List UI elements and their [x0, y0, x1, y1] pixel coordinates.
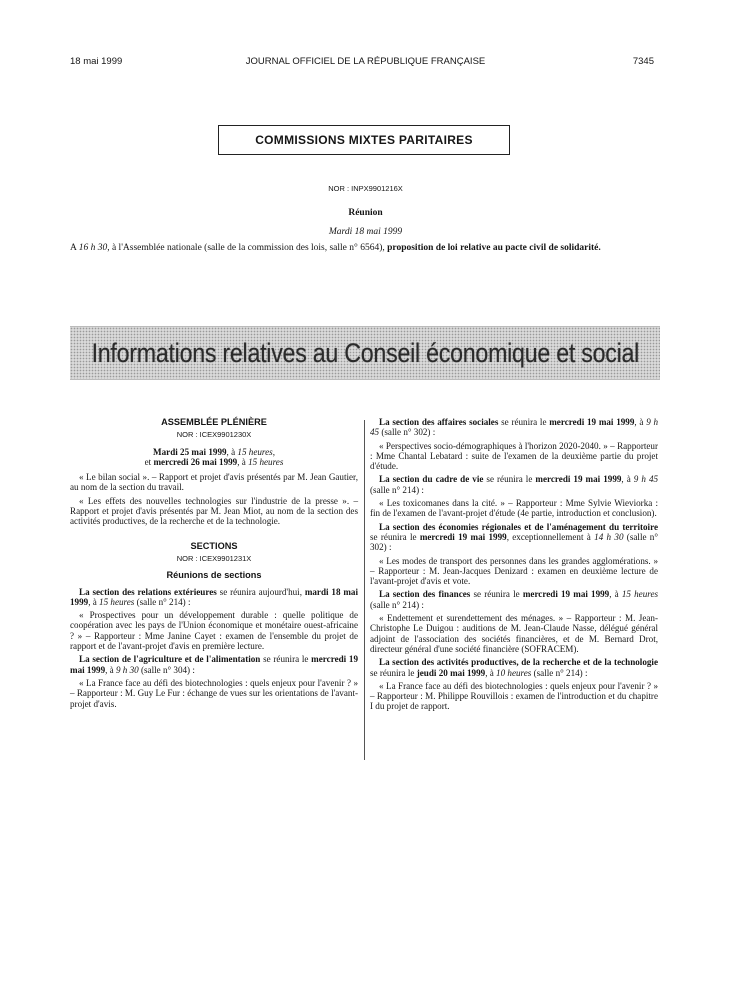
- time-text: 14 h 30: [594, 531, 624, 542]
- text: (salle n° 214) :: [134, 596, 191, 607]
- section-name: La section des relations extérieures: [79, 586, 217, 597]
- section-finances-item: « Endettement et surendettement des ménages. » – Rapporteur : M. Jean-Christophe Le Duigou : auditions de M. Jean-Claude Nasse, délégué général adjoint de l'association des sociétés financières, et de M. Bernard Drot, directeur général d'une société financière (SOFRACEM).: [370, 613, 658, 654]
- time-text: 15 heures: [99, 596, 135, 607]
- text: (salle n° 302) :: [370, 531, 658, 553]
- time-text: 15 heures: [621, 589, 659, 600]
- sections-heading: SECTIONS: [190, 540, 238, 551]
- sections-nor: NOR : ICEX9901231X: [176, 553, 252, 563]
- right-column: [370, 417, 658, 715]
- text: , à: [105, 664, 116, 675]
- cmp-paragraph: [70, 243, 660, 254]
- text: (salle n° 214) :: [531, 667, 588, 678]
- text: , à: [485, 667, 497, 678]
- left-column: [70, 417, 358, 712]
- text: , à: [634, 417, 647, 427]
- date-text: mercredi 19 mai 1999: [522, 589, 610, 600]
- text: et: [144, 456, 154, 467]
- section-economies-regionales: [370, 522, 658, 553]
- assemblee-dates: [70, 447, 358, 468]
- text: se réunira le: [260, 654, 312, 665]
- text: (salle n° 214) :: [370, 484, 424, 495]
- ces-banner-title: Informations relatives au Conseil économique et social: [91, 337, 639, 368]
- text: , à: [237, 456, 249, 467]
- cmp-para-subject: proposition de loi relative au pacte civil de solidarité.: [387, 243, 601, 253]
- time-text: 10 heures: [496, 667, 532, 678]
- text: ,: [272, 446, 275, 457]
- cmp-heading: Réunion: [348, 208, 383, 218]
- time-text: 9 h 45: [370, 417, 659, 438]
- cmp-para-text: , à l'Assemblée nationale (salle de la commission des lois, salle n° 6564),: [107, 243, 388, 253]
- text: , exceptionnellement à: [506, 531, 595, 542]
- page-number: 7345: [632, 56, 654, 67]
- text: se réunira le: [498, 417, 550, 427]
- time-text: 9 h 30: [115, 664, 139, 675]
- date-text: Mardi 25 mai 1999: [153, 446, 227, 457]
- assemblee-heading: ASSEMBLÉE PLÉNIÈRE: [161, 417, 267, 427]
- section-name: La section du cadre de vie: [379, 474, 484, 485]
- text: , à: [88, 596, 100, 607]
- text: (salle n° 304) :: [138, 664, 195, 675]
- section-economies-regionales-item: « Les modes de transport des personnes dans les grandes agglomérations. » – Rapporteur : M. Jean-Jacques Denizard : examen en deuxième lecture de l'avant-projet d'avis et vote.: [370, 555, 658, 587]
- section-name: La section des activités productives, de la recherche et de la technologie: [379, 657, 658, 668]
- text: , à: [609, 589, 622, 600]
- section-relations-exterieures-item: « Prospectives pour un développement durable : quelle politique de coopération avec les pays de l'Union économique et monétaire ouest-africaine ? » – Rapporteur : Mme Janine Cayet : examen de l'ensemble du projet de rapport et de l'avant-projet d'avis en première lecture.: [70, 610, 358, 652]
- section-cadre-de-vie-item: « Les toxicomanes dans la cité. » – Rapporteur : Mme Sylvie Wieviorka : fin de l'examen de l'avant-projet d'étude (4e partie, introduction et conclusion).: [370, 498, 658, 519]
- cmp-para-time: 16 h 30: [78, 243, 108, 253]
- date-text: mercredi 19 mai 1999: [549, 417, 635, 427]
- cmp-title: COMMISSIONS MIXTES PARITAIRES: [255, 133, 473, 147]
- date-text: mercredi 26 mai 1999: [153, 456, 238, 467]
- date-text: mercredi 19 mai 1999: [70, 654, 359, 675]
- section-affaires-sociales-item: « Perspectives socio-démographiques à l'horizon 2020-2040. » – Rapporteur : Mme Chantal Lebatard : suite de l'examen de la deuxième partie du projet d'étude.: [370, 440, 658, 472]
- text: , à: [226, 446, 238, 457]
- date-text: jeudi 20 mai 1999: [416, 667, 486, 678]
- text: , à: [621, 474, 634, 485]
- cmp-date: Mardi 18 mai 1999: [328, 227, 403, 237]
- section-cadre-de-vie: [370, 474, 658, 495]
- text: se réunira le: [470, 589, 523, 600]
- section-name: La section des finances: [379, 589, 471, 600]
- date-text: mercredi 19 mai 1999: [419, 531, 507, 542]
- cmp-nor: NOR : INPX9901216X: [328, 184, 403, 193]
- section-activites-productives-item: « La France face au défi des biotechnologies : quels enjeux pour l'avenir ? » – Rapporteur : M. Philippe Rouvillois : examen de l'introduction et du chapitre I du projet de rapport.: [370, 680, 658, 712]
- text: se réunira aujourd'hui,: [216, 586, 305, 597]
- section-relations-exterieures: [70, 587, 358, 608]
- sections-subheading: Réunions de sections: [166, 570, 262, 581]
- text: (salle n° 214) :: [370, 599, 424, 610]
- column-divider: [364, 420, 365, 760]
- cmp-title-box: [218, 125, 510, 155]
- section-name: La section de l'agriculture et de l'alimentation: [79, 654, 261, 665]
- date-text: mercredi 19 mai 1999: [535, 474, 622, 485]
- time-text: 15 heures: [237, 446, 273, 457]
- date-text: mardi 18 mai 1999: [70, 586, 358, 607]
- section-name: La section des économies régionales et de l'aménagement du territoire: [379, 521, 658, 532]
- header-date: 18 mai 1999: [70, 56, 123, 67]
- assemblee-item-2: « Les effets des nouvelles technologies sur l'industrie de la presse ». – Rapport et projet d'avis présentés par M. Jean Miot, au nom de la section des activités productives, de la recherche et de la technologie.: [70, 495, 358, 527]
- time-text: 15 heures: [248, 456, 284, 467]
- section-affaires-sociales: [370, 417, 658, 438]
- assemblee-item-1: « Le bilan social ». – Rapport et projet d'avis présentés par M. Jean Gautier, au nom de la section du travail.: [70, 472, 358, 493]
- section-name: La section des affaires sociales: [379, 417, 499, 427]
- text: (salle n° 302) :: [379, 427, 436, 438]
- time-text: 9 h 45: [633, 474, 659, 485]
- cmp-para-text: A: [70, 243, 79, 253]
- text: se réunira le: [370, 531, 420, 542]
- section-activites-productives: [370, 657, 658, 678]
- section-finances: [370, 589, 658, 610]
- ces-banner: [70, 326, 660, 380]
- section-agriculture-item: « La France face au défi des biotechnologies : quels enjeux pour l'avenir ? » – Rapporteur : M. Guy Le Fur : échange de vues sur les orientations de l'avant-projet d'avis.: [70, 677, 358, 709]
- assemblee-nor: NOR : ICEX9901230X: [176, 430, 252, 440]
- section-agriculture: [70, 654, 358, 675]
- journal-title: JOURNAL OFFICIEL DE LA RÉPUBLIQUE FRANÇAISE: [245, 56, 486, 67]
- text: se réunira le: [370, 667, 417, 678]
- text: se réunira le: [483, 474, 536, 485]
